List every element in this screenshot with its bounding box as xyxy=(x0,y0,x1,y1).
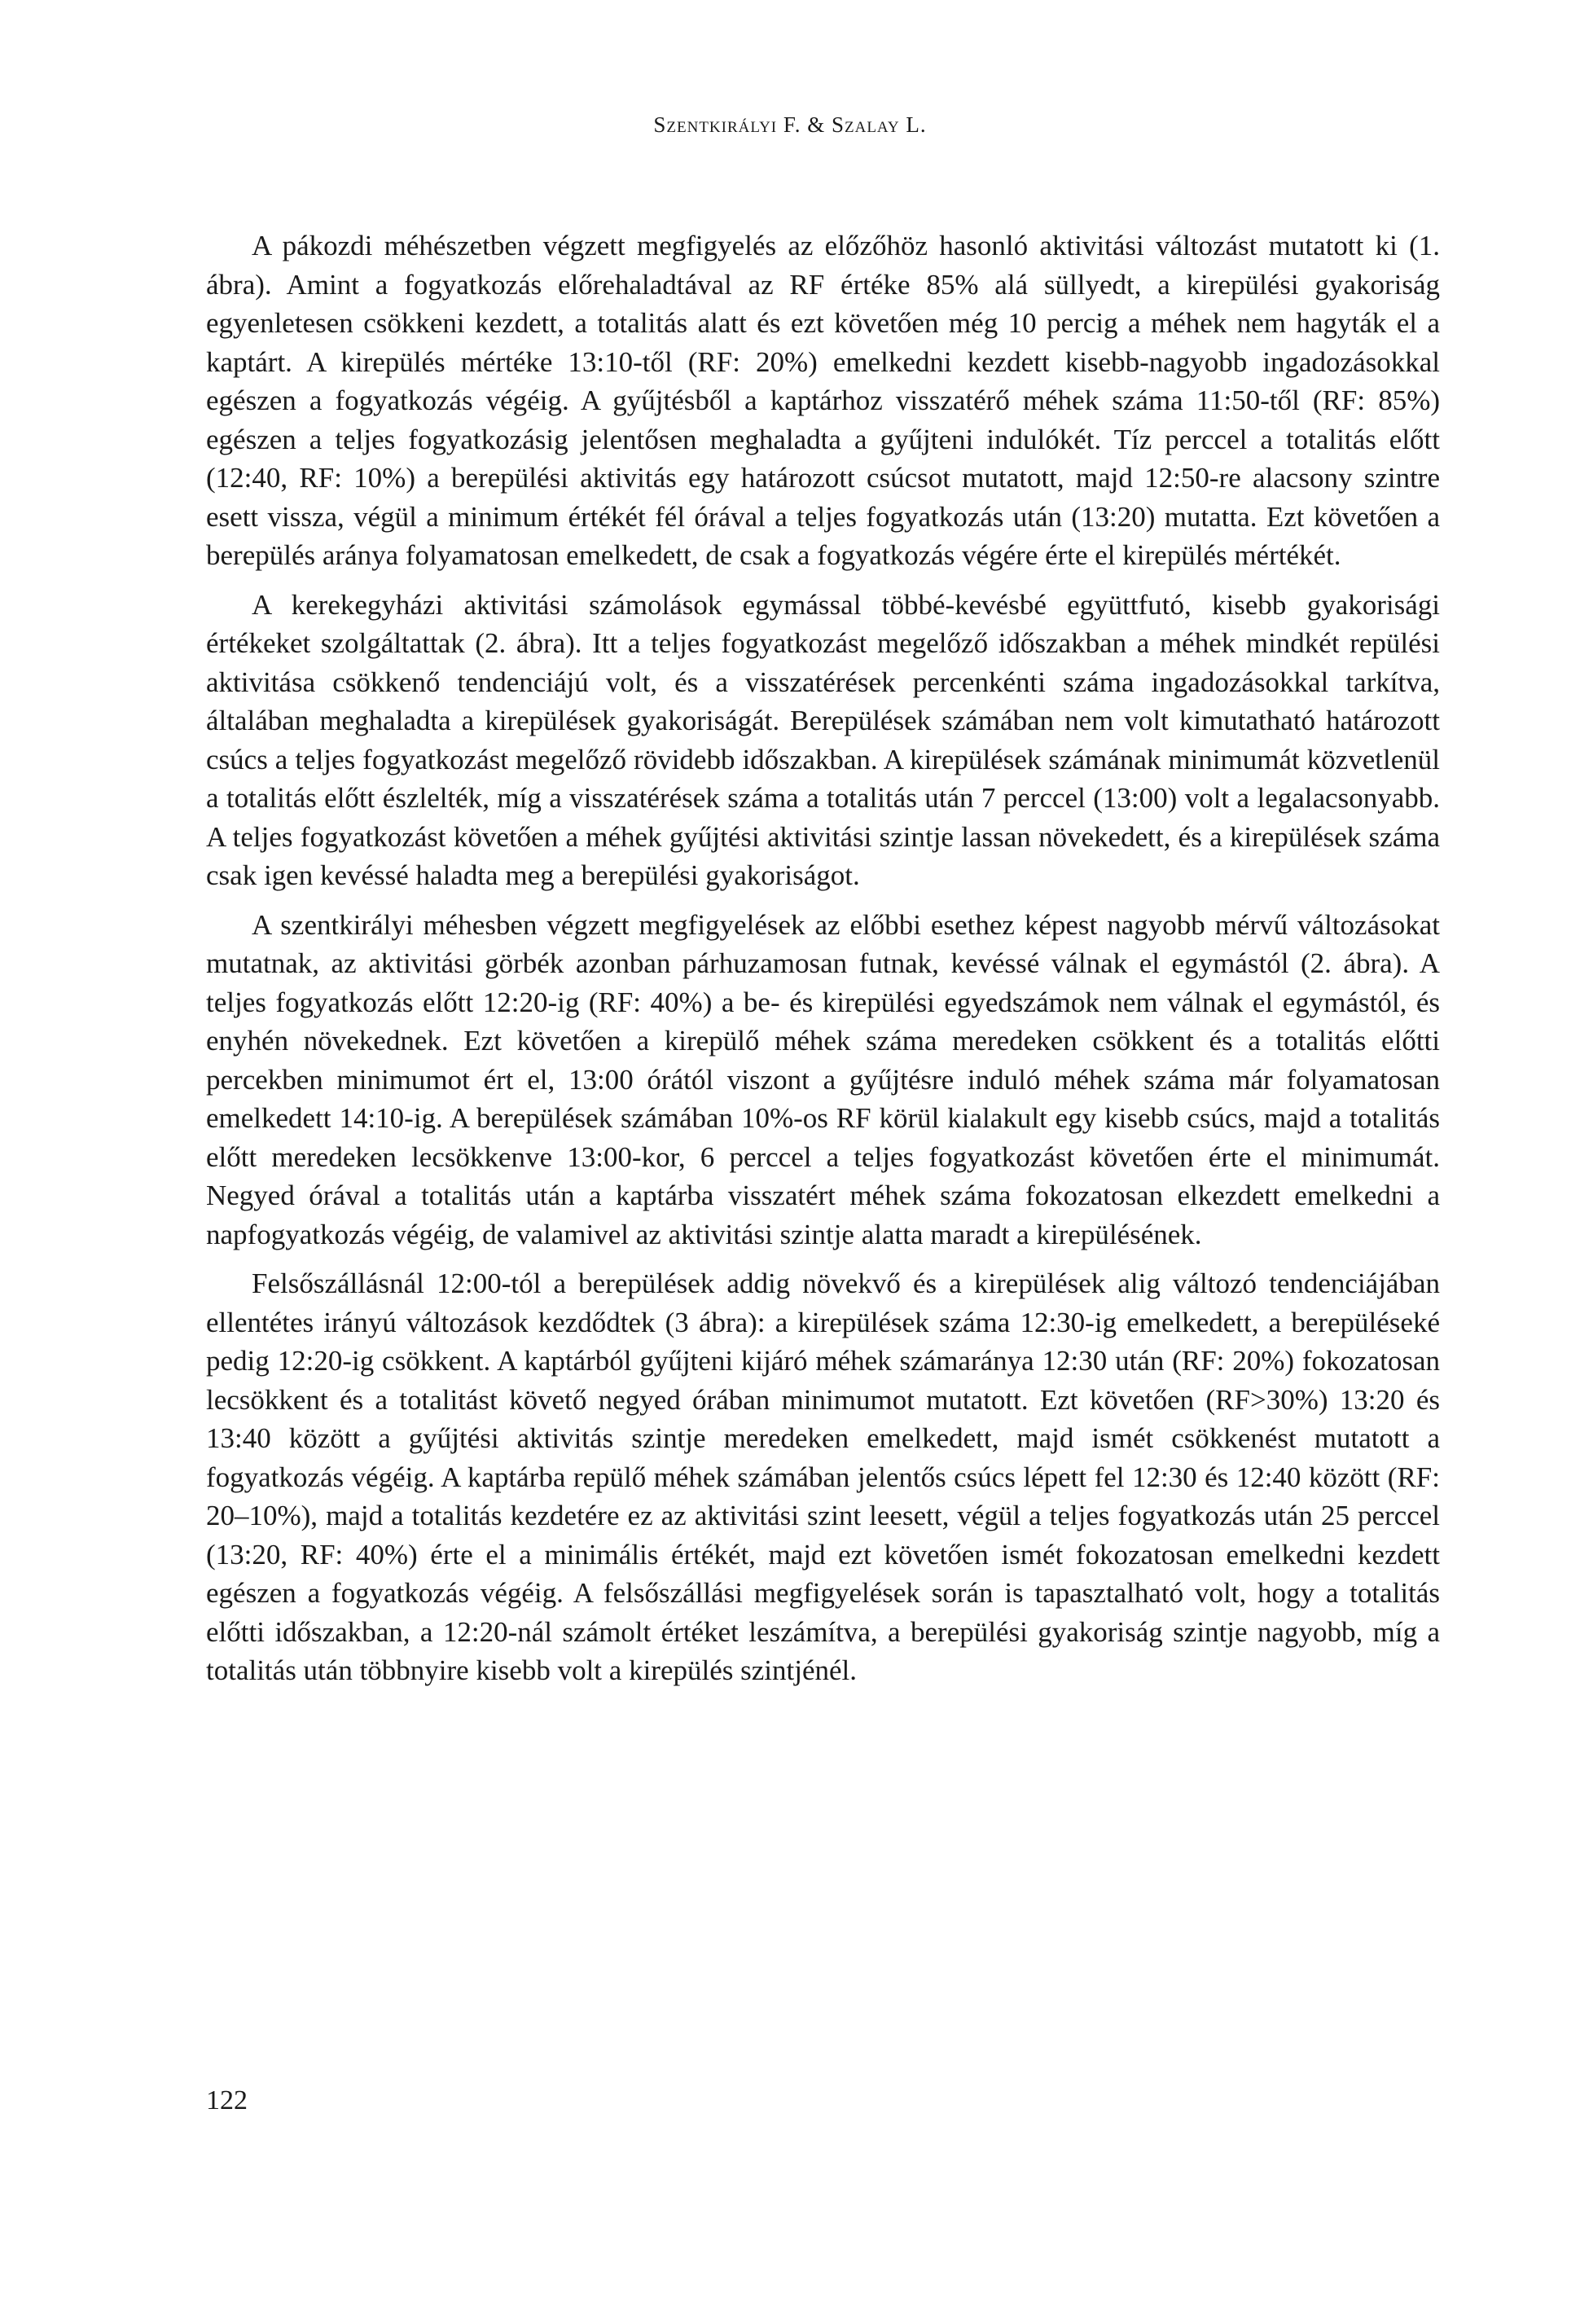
paragraph-felsoszallas: Felsőszállásnál 12:00-tól a berepülések addig növekvő és a kirepülések alig változó tendenciájában ellentétes irányú változások kezdődtek (3 ábra): a kirepülések száma 12:30-ig emelkedett, a berepüléseké pedig 12:20-ig csökkent. A kaptárból gyűjteni kijáró méhek számaránya 12:30 után (RF: 20%) fokozatosan lecsökkent és a totalitást követő negyed órában minimumot mutatott. Ezt követően (RF>30%) 13:20 és 13:40 között a gyűjtési aktivitás szintje meredeken emelkedett, majd ismét csökkenést mutatott a fogyatkozás végéig. A kaptárba repülő méhek számában jelentős csúcs lépett fel 12:30 és 12:40 között (RF: 20–10%), majd a totalitás kezdetére ez az aktivitási szint leesett, végül a teljes fogyatkozás után 25 perccel (13:20, RF: 40%) érte el a minimális értékét, majd ezt követően ismét fokozatosan emelkedni kezdett egészen a fogyatkozás végéig. A felsőszállási megfigyelések során is tapasztalható volt, hogy a totalitás előtti időszakban, a 12:20-nál számolt értéket leszámítva, a berepülési gyakoriság szintje nagyobb, míg a totalitás után többnyire kisebb volt a kirepülés szintjénél. xyxy=(206,1267,1440,1686)
paragraph-kerekegyhaza: A kerekegyházi aktivitási számolások egymással többé-kevésbé együttfutó, kisebb gyakorisági értékeket szolgáltattak (2. ábra). Itt a teljes fogyatkozást megelőző időszakban a méhek mindkét repülési aktivitása csökkenő tendenciájú volt, és a visszatérések percenkénti száma ingadozásokkal tarkítva, általában meghaladta a kirepülések gyakoriságát. Berepülések számában nem volt kimutatható határozott csúcs a teljes fogyatkozást megelőző rövidebb időszakban. A kirepülések számának minimumát közvetlenül a totalitás előtt észlelték, míg a visszatérések száma a totalitás után 7 perccel (13:00) volt a legalacsonyabb. A teljes fogyatkozást követően a méhek gyűjtési aktivitási szintje lassan növekedett, és a kirepülések száma csak igen kevéssé haladta meg a berepülési gyakoriságot. xyxy=(206,588,1440,891)
page-number: 122 xyxy=(206,2085,248,2115)
body-text xyxy=(206,226,1440,1701)
paragraph-pakozd: A pákozdi méhészetben végzett megfigyelés az előzőhöz hasonló aktivitási változást mutatott ki (1. ábra). Amint a fogyatkozás előrehaladtával az RF értéke 85% alá süllyedt, a kirepülési gyakoriság egyenletesen csökkeni kezdett, a totalitás alatt és ezt követően még 10 percig a méhek nem hagyták el a kaptárt. A kirepülés mértéke 13:10-től (RF: 20%) emelkedni kezdett kisebb-nagyobb ingadozásokkal egészen a fogyatkozás végéig. A gyűjtésből a kaptárhoz visszatérő méhek száma 11:50-től (RF: 85%) egészen a teljes fogyatkozásig jelentősen meghaladta a gyűjteni indulókét. Tíz perccel a totalitás előtt (12:40, RF: 10%) a berepülési aktivitás egy határozott csúcsot mutatott, majd 12:50-re alacsony szintre esett vissza, végül a minimum értékét fél órával a teljes fogyatkozás után (13:20) mutatta. Ezt követően a berepülés aránya folyamatosan emelkedett, de csak a fogyatkozás végére érte el kirepülés mértékét. xyxy=(206,230,1440,571)
running-head-authors: Szentkirályi F. & Szalay L. xyxy=(653,112,927,137)
paragraph-szentkiraly: A szentkirályi méhesben végzett megfigyelések az előbbi esethez képest nagyobb mérvű változásokat mutatnak, az aktivitási görbék azonban párhuzamosan futnak, kevéssé válnak el egymástól (2. ábra). A teljes fogyatkozás előtt 12:20-ig (RF: 40%) a be- és kirepülési egyedszámok nem válnak el egymástól, és enyhén növekednek. Ezt követően a kirepülő méhek száma meredeken csökkent és a totalitás előtti percekben minimumot ért el, 13:00 órától viszont a gyűjtésre induló méhek száma már folyamatosan emelkedett 14:10-ig. A berepülések számában 10%-os RF körül kialakult egy kisebb csúcs, majd a totalitás előtt meredeken lecsökkenve 13:00-kor, 6 perccel a teljes fogyatkozást követően érte el minimumát. Negyed órával a totalitás után a kaptárba visszatért méhek száma fokozatosan elkezdett emelkedni a napfogyatkozás végéig, de valamivel az aktivitási szintje alatta maradt a kirepülésének. xyxy=(206,908,1440,1250)
